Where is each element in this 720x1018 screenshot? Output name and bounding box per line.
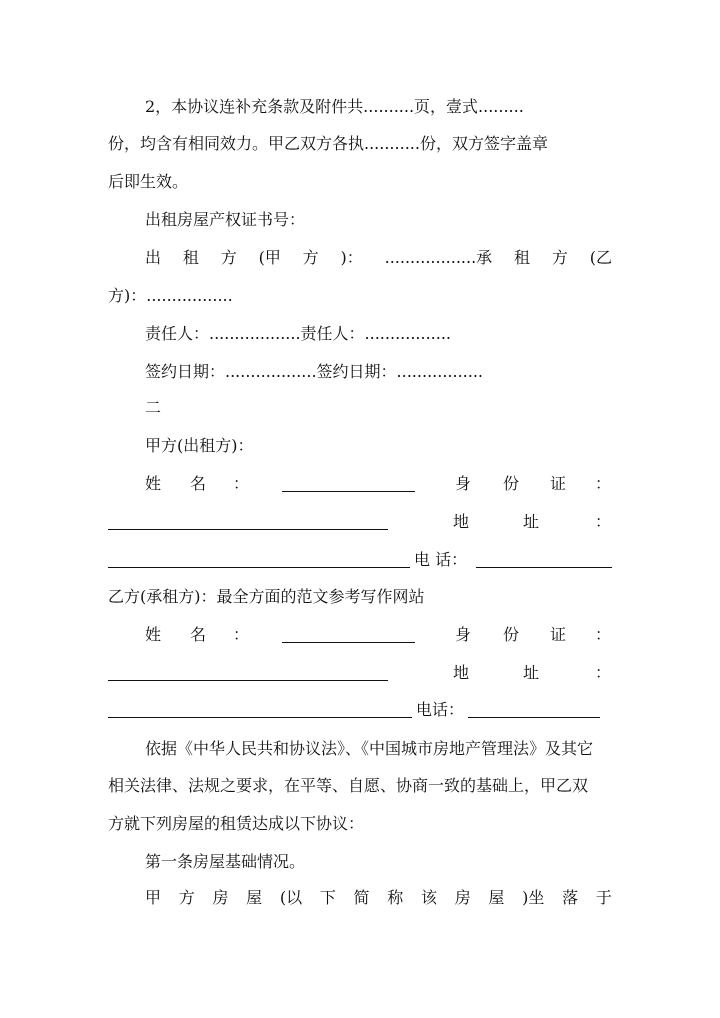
article-char: 屋 xyxy=(488,888,505,907)
article-1-heading: 第一条房屋基础情况。 xyxy=(145,852,306,871)
id-char: 证 xyxy=(550,625,567,644)
name-char: 名 xyxy=(190,625,207,644)
article-char: 房 xyxy=(212,888,229,907)
article-char: 房 xyxy=(454,888,471,907)
parties-word: (乙 xyxy=(589,248,612,267)
party-b-address-field[interactable] xyxy=(108,700,412,718)
name-char: 姓 xyxy=(145,625,162,644)
article-char: 屋 xyxy=(246,888,263,907)
parties-word: 方 xyxy=(551,248,568,267)
name-char: 名 xyxy=(190,474,207,493)
article-char: 该 xyxy=(420,888,437,907)
colon: ： xyxy=(595,474,612,493)
paragraph-1-line-2: 份，均含有相同效力。甲乙双方各执...........份，双方签字盖章 xyxy=(108,134,548,153)
id-char: 身 xyxy=(455,474,472,493)
parties-word: 出 xyxy=(145,248,162,267)
property-cert-label: 出租房屋产权证书号： xyxy=(145,210,306,229)
party-b-phone-field[interactable] xyxy=(468,700,600,718)
parties-word: ..................承 xyxy=(384,248,493,267)
party-b-heading: 乙方(承租方)：最全方面的范文参考写作网站 xyxy=(108,587,425,606)
lessee-continuation: 方)：................. xyxy=(108,286,233,305)
party-a-address-field[interactable] xyxy=(108,550,410,568)
colon: ： xyxy=(233,474,250,493)
party-a-name-row xyxy=(145,472,612,496)
article-char: 下 xyxy=(319,888,336,907)
parties-word: )： xyxy=(340,248,363,267)
parties-word: 方 xyxy=(220,248,237,267)
parties-word: 方 xyxy=(302,248,319,267)
address-char: 地 xyxy=(453,663,470,682)
id-char: 身 xyxy=(455,625,472,644)
article-char: (以 xyxy=(279,888,303,907)
article-char: )坐 xyxy=(522,888,545,907)
article-char: 落 xyxy=(562,888,579,907)
id-char: 份 xyxy=(503,625,520,644)
party-a-phone-field[interactable] xyxy=(476,550,612,568)
basis-line-1: 依据《中华人民共和协议法》、《中国城市房地产管理法》及其它 xyxy=(145,739,594,758)
responsible-person-line: 责任人：..................责任人：................. xyxy=(145,324,452,343)
article-char: 于 xyxy=(595,888,612,907)
paragraph-1-line-3: 后即生效。 xyxy=(108,172,189,191)
name-char: 姓 xyxy=(145,474,162,493)
basis-line-2: 相关法律、法规之要求，在平等、自愿、协商一致的基础上，甲乙双 xyxy=(108,776,589,795)
address-char: 址 xyxy=(523,512,540,531)
party-a-phone-row xyxy=(108,548,612,572)
party-b-name-row xyxy=(145,623,612,647)
party-a-address-row xyxy=(108,510,612,534)
party-b-name-field[interactable] xyxy=(282,625,415,643)
article-char: 称 xyxy=(387,888,404,907)
paragraph-1-line-1: 2，本协议连补充条款及附件共..........页，壹式......... xyxy=(145,97,524,116)
party-b-address-row xyxy=(108,661,612,685)
section-number: 二 xyxy=(145,398,162,417)
parties-word: 租 xyxy=(514,248,531,267)
article-char: 方 xyxy=(178,888,195,907)
party-b-id-field[interactable] xyxy=(108,663,388,681)
parties-word: (甲 xyxy=(258,248,281,267)
party-b-phone-row xyxy=(108,698,612,722)
phone-label: 电话： xyxy=(416,700,465,719)
party-a-id-field[interactable] xyxy=(108,512,388,530)
article-1-first-line xyxy=(145,886,612,910)
address-char: 地 xyxy=(453,512,470,531)
colon: ： xyxy=(595,663,612,682)
id-char: 份 xyxy=(503,474,520,493)
parties-line xyxy=(145,246,612,270)
sign-date-line: 签约日期：..................签约日期：................. xyxy=(145,362,484,381)
id-char: 证 xyxy=(550,474,567,493)
article-char: 甲 xyxy=(145,888,162,907)
address-char: 址 xyxy=(523,663,540,682)
party-a-name-field[interactable] xyxy=(282,474,415,492)
basis-line-3: 方就下列房屋的租赁达成以下协议： xyxy=(108,814,365,833)
parties-word: 租 xyxy=(182,248,199,267)
colon: ： xyxy=(233,625,250,644)
party-a-heading: 甲方(出租方)： xyxy=(145,436,254,455)
article-char: 简 xyxy=(353,888,370,907)
colon: ： xyxy=(595,625,612,644)
phone-label: 电 话： xyxy=(414,550,468,569)
colon: ： xyxy=(595,512,612,531)
